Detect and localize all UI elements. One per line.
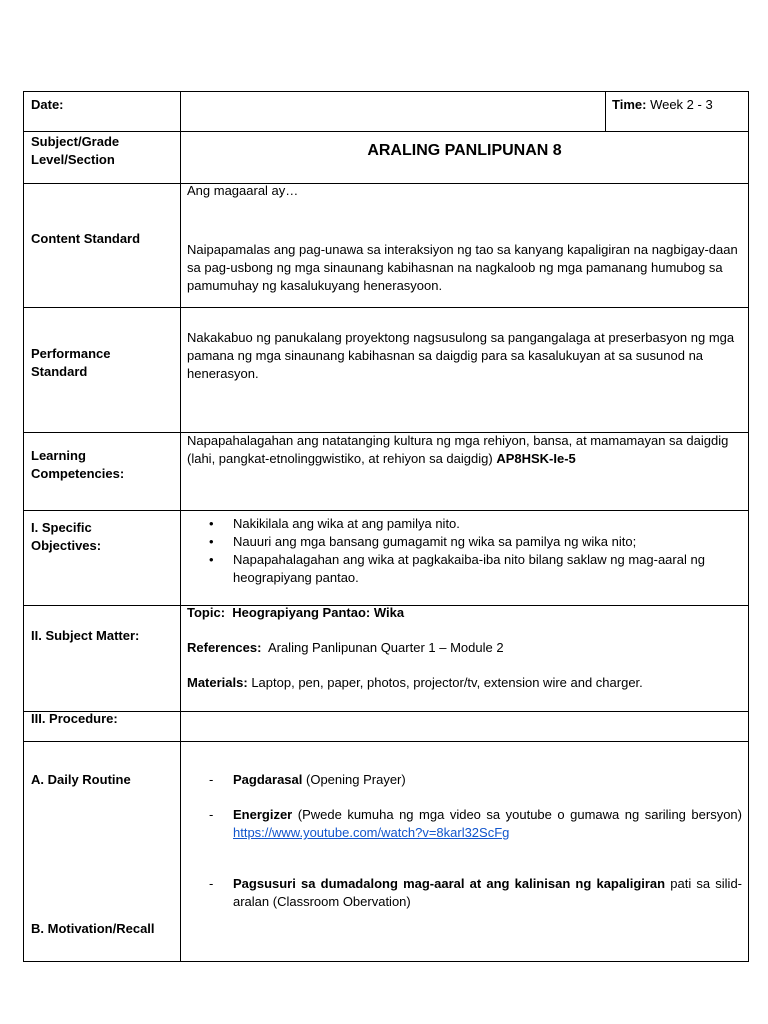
date-label: Date: <box>31 97 64 112</box>
subject-title-cell <box>180 131 749 184</box>
time-text <box>612 96 742 114</box>
subject-label-cell <box>23 131 181 184</box>
prayer-item <box>209 771 742 789</box>
references-label: References: <box>187 640 262 655</box>
objectives-label <box>31 519 101 555</box>
date-value-cell <box>180 91 606 132</box>
daily-routine-label: A. Daily Routine <box>31 772 131 787</box>
time-cell <box>605 91 749 132</box>
bullet-icon: • <box>209 552 214 567</box>
motivation-label: B. Motivation/Recall <box>31 921 155 936</box>
subject-matter-label-cell <box>23 605 181 712</box>
performance-standard-text: Nakakabuo ng panukalang proyektong nagsusulong sa pangangalaga at preserbasyon ng mga pamana ng mga sinaunang kabihasnan sa daigdig para sa kasalukuyan at sa susunod na henerasyon. <box>187 330 735 381</box>
learning-competencies-cell <box>180 432 749 511</box>
materials-line <box>187 674 742 692</box>
attendance-title: Pagsusuri sa dumadalong mag-aaral at ang kalinisan ng kapaligiran <box>233 876 666 891</box>
procedure-label-cell <box>23 711 181 742</box>
content-standard-text: Naipapamalas ang pag-unawa sa interaksiyon ng tao sa kanyang kapaligiran na nagbigay-daan sa pag-usbong ng mga sinaunang kabihasnan na nagkaloob ng mga pamanang humubog sa pamumuhay ng kasalukuyang henerasyoon. <box>187 242 738 293</box>
objective-text: Nakikilala ang wika at ang pamilya nito. <box>233 516 460 531</box>
learning-competencies-code: AP8HSK-Ie-5 <box>496 451 576 466</box>
objectives-label-line2: Objectives: <box>31 538 102 553</box>
dash-icon: - <box>209 876 214 891</box>
topic-line <box>187 604 742 622</box>
learning-competencies-text <box>187 432 742 468</box>
routine-content-cell <box>180 741 749 962</box>
performance-label-line2: Standard <box>31 364 88 379</box>
references-value: Araling Panlipunan Quarter 1 – Module 2 <box>267 640 504 655</box>
subject-title: ARALING PANLIPUNAN 8 <box>367 142 562 159</box>
performance-label-line1: Performance <box>31 346 111 361</box>
content-standard-label-cell <box>23 183 181 308</box>
performance-standard-label-cell <box>23 307 181 433</box>
references-line <box>187 639 742 657</box>
subject-label-line2: Level/Section <box>31 152 115 167</box>
subject-matter-label: II. Subject Matter: <box>31 628 140 643</box>
prayer-title: Pagdarasal <box>233 772 303 787</box>
procedure-label: III. Procedure: <box>31 711 118 726</box>
attendance-note: pati sa silid-aralan (Classroom Obervation) <box>233 876 743 909</box>
list-item <box>209 515 738 533</box>
learning-competencies-label-cell <box>23 432 181 511</box>
dash-icon: - <box>209 772 214 787</box>
list-item <box>209 533 738 551</box>
youtube-link[interactable]: https://www.youtube.com/watch?v=8karl32ScFg <box>233 825 510 840</box>
time-label: Time: <box>612 97 647 112</box>
bullet-icon: • <box>209 516 214 531</box>
content-standard-label: Content Standard <box>31 231 141 246</box>
routine-label-cell <box>23 741 181 962</box>
energizer-title: Energizer <box>233 807 293 822</box>
list-item <box>209 551 738 587</box>
dash-icon: - <box>209 807 214 822</box>
learning-competencies-label <box>31 447 124 483</box>
prayer-note: (Opening Prayer) <box>306 772 406 787</box>
objectives-cell <box>180 510 749 606</box>
objective-text: Nauuri ang mga bansang gumagamit ng wika sa pamilya ng wika nito; <box>233 534 637 549</box>
topic-label: Topic: <box>187 605 226 620</box>
lesson-plan-table <box>23 91 749 962</box>
topic-value: Heograpiyang Pantao: Wika <box>232 605 405 620</box>
objectives-list <box>209 515 738 587</box>
learning-competencies-body: Napapahalagahan ang natatanging kultura ng mga rehiyon, bansa, at mamamayan sa daigdig (lahi, pangkat-etnolinggwistiko, at rehiyon sa daigdig) <box>187 433 729 466</box>
energizer-note: (Pwede kumuha ng mga video sa youtube o gumawa ng sariling bersyon) <box>297 807 742 822</box>
materials-value: Laptop, pen, paper, photos, projector/tv, extension wire and charger. <box>251 675 643 690</box>
procedure-header-cell <box>180 711 749 742</box>
attendance-item <box>209 875 742 911</box>
learning-label-line1: Learning <box>31 448 86 463</box>
materials-label: Materials: <box>187 675 248 690</box>
energizer-item <box>209 806 742 842</box>
subject-label <box>31 133 119 169</box>
subject-label-line1: Subject/Grade <box>31 134 120 149</box>
date-label-cell <box>23 91 181 132</box>
content-standard-cell <box>180 183 749 308</box>
learning-label-line2: Competencies: <box>31 466 125 481</box>
objective-text: Napapahalagahan ang wika at pagkakaiba-iba nito bilang saklaw ng mag-aaral ng heograpiyang pantao. <box>233 552 705 585</box>
subject-matter-cell <box>180 605 749 712</box>
bullet-icon: • <box>209 534 214 549</box>
content-standard-intro: Ang magaaral ay… <box>187 183 299 198</box>
objectives-label-line1: I. Specific <box>31 520 92 535</box>
objectives-label-cell <box>23 510 181 606</box>
time-value: Week 2 - 3 <box>650 97 713 112</box>
performance-standard-label <box>31 345 110 381</box>
performance-standard-cell <box>180 307 749 433</box>
